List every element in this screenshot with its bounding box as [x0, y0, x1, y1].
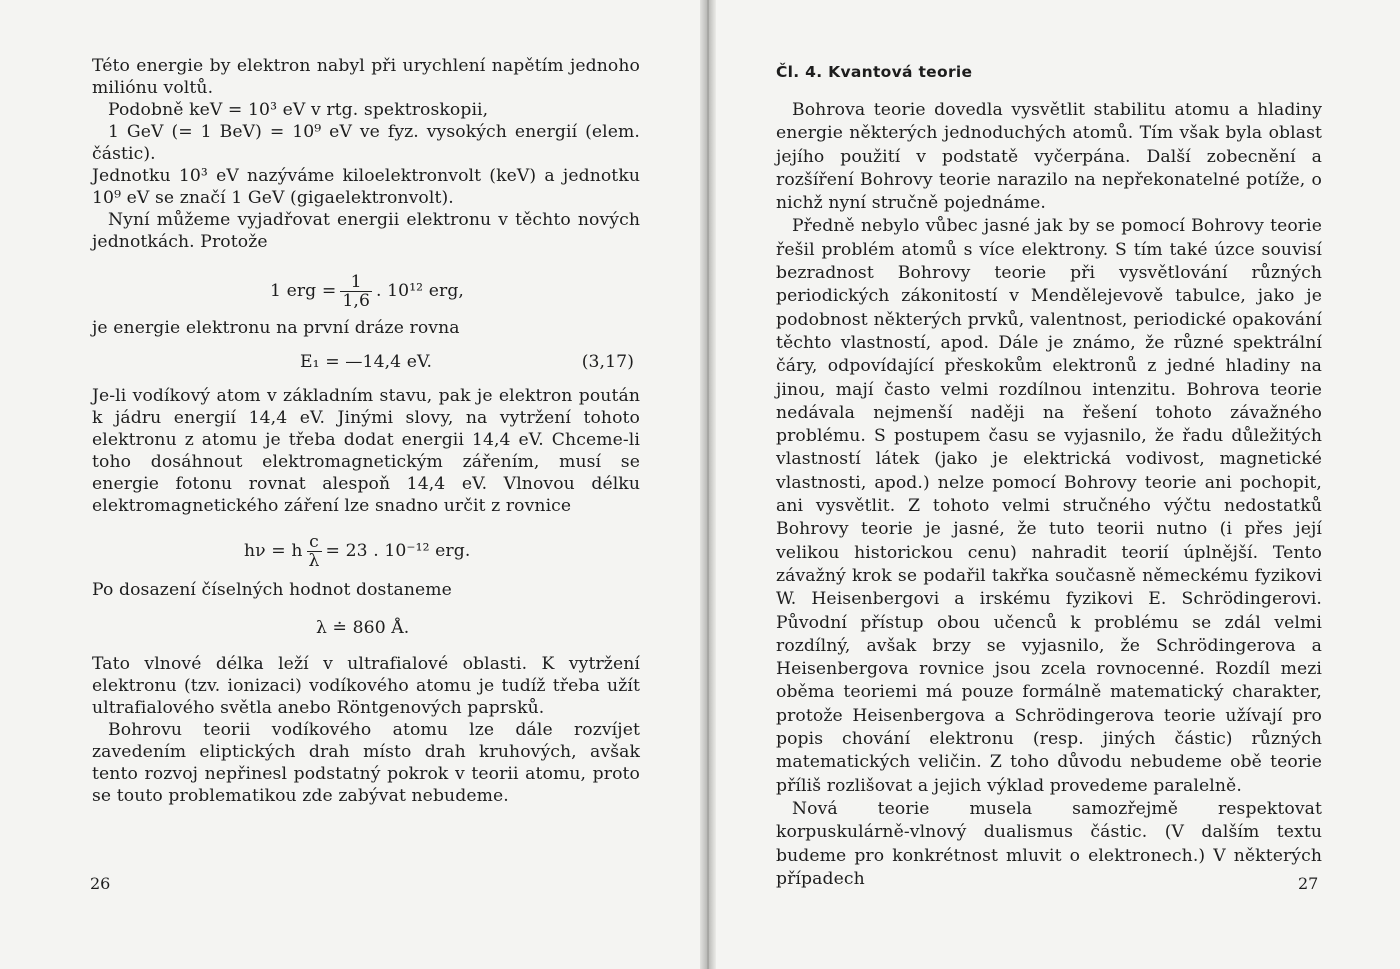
equation-photon-left: hν = h	[244, 541, 303, 561]
fraction-numerator: c	[307, 533, 322, 552]
right-page	[716, 0, 1400, 969]
equation-erg	[92, 261, 640, 311]
paragraph: Bohrovu teorii vodíkového atomu lze dále rozvíjet zavedením eliptických drah místo drah kruhových, avšak tento rozvoj nepřinesl podstatný pokrok v teorii atomu, proto se touto problematikou zde zabývat nebudeme.	[92, 720, 640, 806]
paragraph: Je-li vodíkový atom v základním stavu, pak je elektron poután k jádru energií 14,4 eV. Jinými slovy, na vytržení tohoto elektronu z atomu je třeba dodat energii 14,4 eV. Chceme-li toho dosáhnout elektromagnetickým zářením, musí se energie fotonu rovnat alespoň 14,4 eV. Vlnovou délku elektromagnetického záření lze snadno určit z rovnice	[92, 386, 640, 516]
equation-number: (3,17)	[581, 352, 634, 372]
fraction-numerator: 1	[340, 273, 372, 292]
equation-photon	[92, 523, 640, 575]
equation-lambda: λ ≐ 860 Å.	[316, 618, 410, 638]
section-heading: Čl. 4. Kvantová teorie	[776, 63, 973, 81]
equation-e1: E₁ = —14,4 eV.	[300, 352, 433, 372]
left-text-column	[92, 55, 640, 807]
equation-erg-right: . 10¹² erg,	[376, 281, 464, 301]
paragraph: Bohrova teorie dovedla vysvětlit stabilitu atomu a hladiny energie některých jednoduchých atomů. Tím však byla oblast jejího použití v podstatě vyčerpána. Další zobecnění a rozšíření Bohrovy teorie narazilo na nepřekonatelné potíže, o nichž nyní stručně pojednáme.	[776, 100, 1322, 214]
paragraph: je energie elektronu na první dráze rovna	[92, 318, 460, 338]
paragraph: Této energie by elektron nabyl při urychlení napětím jednoho miliónu voltů.	[92, 56, 640, 98]
page-number-right: 27	[1298, 874, 1319, 893]
right-text-column	[776, 99, 1322, 891]
equation-photon-right: = 23 . 10⁻¹² erg.	[325, 541, 471, 561]
fraction-denominator: λ	[308, 551, 320, 571]
fraction	[307, 533, 322, 570]
equation-wavelength	[92, 605, 640, 647]
book-gutter	[700, 0, 716, 969]
paragraph: Jednotku 10³ eV nazýváme kiloelektronvolt (keV) a jednotku 10⁹ eV se značí 1 GeV (gigaelektronvolt).	[92, 166, 640, 208]
paragraph: Nyní můžeme vyjadřovat energii elektronu v těchto nových jednotkách. Protože	[92, 210, 640, 252]
equation-erg-left: 1 erg =	[270, 281, 337, 301]
paragraph: Nová teorie musela samozřejmě respektovat korpuskulárně-vlnový dualismus částic. (V dalším textu budeme pro konkrétnost mluvit o elektronech.) V některých případech	[776, 798, 1322, 889]
page-number-left: 26	[90, 874, 111, 893]
equation-3-17	[92, 343, 640, 381]
paragraph: Předně nebylo vůbec jasné jak by se pomocí Bohrovy teorie řešil problém atomů s více elektrony. S tím také úzce souvisí bezradnost Bohrovy teorie při vysvětlování různých periodických zákonitostí v Mendělejevově tabulce, jako je podobnost některých prvků, valentnost, periodické opakování těchto vlastností, apod. Dále je známo, že různé spektrální čáry, odpovídající přeskokům elektronů z jedné hladiny na jinou, mají často velmi rozdílnou intenzitu. Bohrova teorie nedávala nejmenší naději na řešení tohoto závažného problému. S postupem času se vyjasnilo, že řadu důležitých vlastností látek (jako je elektrická vodivost, magnetické vlastnosti, apod.) nelze pomocí Bohrovy teorie ani pochopit, ani vysvětlit. Z tohoto velmi stručného výčtu nedostatků Bohrovy teorie je jasné, že tuto teorii nutno (i přes její velikou historickou cenu) nahradit teorií úplnější. Tento závažný krok se podařil takřka současně německému fyzikovi W. Heisenbergovi a irskému fyzikovi E. Schrödingerovi. Původní přístup obou učenců k problému se zdál velmi rozdílný, avšak brzy se vyjasnilo, že Schrödingerova a Heisenbergova rovnice jsou zcela rovnocenné. Rozdíl mezi oběma teoriemi má pouze formálně matematický charakter, protože Heisenbergova a Schrödingerova teorie užívají pro popis chování elektronu (resp. jiných částic) různých matematických veličin. Z toho důvodu nebudeme obě teorie příliš rozlišovat a jejich výklad provedeme paralelně.	[776, 216, 1322, 796]
paragraph: Tato vlnové délka leží v ultrafialové oblasti. K vytržení elektronu (tzv. ionizaci) vodíkového atomu je tudíž třeba užít ultrafialového světla anebo Röntgenových paprsků.	[92, 654, 640, 718]
paragraph: Podobně keV = 10³ eV v rtg. spektroskopii,	[108, 100, 489, 120]
fraction	[340, 273, 372, 310]
paragraph: 1 GeV (= 1 BeV) = 10⁹ eV ve fyz. vysokých energií (elem. částic).	[92, 122, 640, 164]
paragraph: Po dosazení číselných hodnot dostaneme	[92, 580, 452, 600]
fraction-denominator: 1,6	[342, 291, 370, 311]
